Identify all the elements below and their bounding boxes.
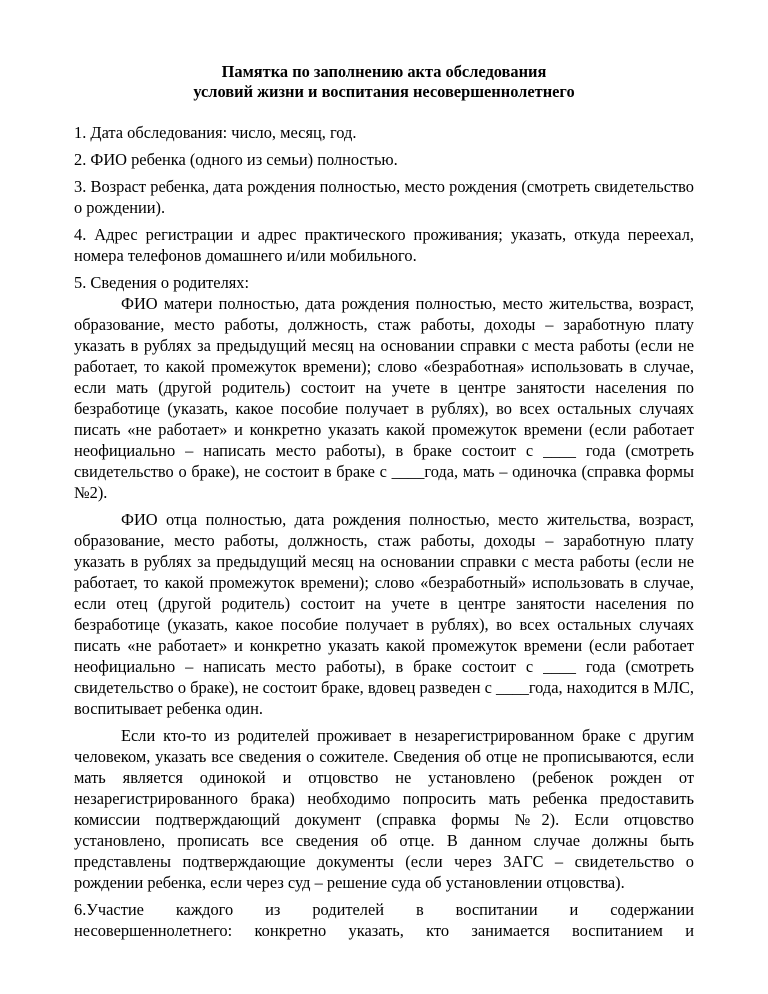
item-5-mother-paragraph: ФИО матери полностью, дата рождения полностью, место жительства, возраст, образование, место работы, должность, стаж работы, доходы – заработную плату указать в рублях за предыдущий месяц на основании справки с места работы (если не работает, то какой промежуток времени); слово «безработная» использовать в случае, если мать (другой родитель) состоит на учете в центре занятости населения по безработице (указать, какое пособие получает в рублях), во всех остальных случаях писать «не работает» и конкретно указать какой промежуток времени (если работает неофициально – написать место работы), в браке состоит с ____ года (смотреть свидетельство о браке), не состоит в браке с ____года, мать – одиночка (справка формы №2). bbox=[74, 294, 694, 502]
document-title bbox=[74, 62, 694, 102]
item-6-line-2: несовершеннолетнего: конкретно указать, кто занимается воспитанием и bbox=[74, 921, 694, 940]
item-5-cohabitant-paragraph: Если кто-то из родителей проживает в незарегистрированном браке с другим человеком, указать все сведения о сожителе. Сведения об отце не прописываются, если мать является одинокой и отцовство не установлено (ребенок рожден от незарегистрированного брака) необходимо попросить мать ребенка предоставить комиссии подтверждающий документ (справка формы №2). Если отцовство установлено, прописать все сведения об отце. В данном случае должны быть представлены подтверждающие документы (если через ЗАГС – свидетельство о рождении ребенка, если через суд – решение суда об установлении отцовства). bbox=[74, 726, 694, 892]
item-5-father-paragraph: ФИО отца полностью, дата рождения полностью, место жительства, возраст, образование, место работы, должность, стаж работы, доходы – заработную плату указать в рублях за предыдущий месяц на основании справки с места работы (если не работает, то какой промежуток времени); слово «безработный» использовать в случае, если отец (другой родитель) состоит на учете в центре занятости населения по безработице (указать, какое пособие получает в рублях), во всех остальных случаях писать «не работает» и конкретно указать какой промежуток времени (если работает неофициально – написать место работы), в браке состоит с ____ года (смотреть свидетельство о браке), не состоит браке, вдовец разведен с ____года, находится в МЛС, воспитывает ребенка один. bbox=[74, 510, 694, 718]
item-1-survey-date: 1. Дата обследования: число, месяц, год. bbox=[74, 123, 357, 142]
item-5-heading: 5. Сведения о родителях: bbox=[74, 273, 250, 292]
item-2-child-name: 2. ФИО ребенка (одного из семьи) полностью. bbox=[74, 150, 398, 169]
title-line-1: Памятка по заполнению акта обследования bbox=[221, 62, 547, 81]
item-4-address: 4. Адрес регистрации и адрес практического проживания; указать, откуда переехал, номера телефонов домашнего и/или мобильного. bbox=[74, 225, 694, 265]
title-line-2: условий жизни и воспитания несовершеннолетнего bbox=[193, 82, 575, 101]
item-6-line-1: 6.Участие каждого из родителей в воспитании и содержании bbox=[74, 900, 694, 919]
item-3-child-age: 3. Возраст ребенка, дата рождения полностью, место рождения (смотреть свидетельство о рождении). bbox=[74, 177, 694, 217]
